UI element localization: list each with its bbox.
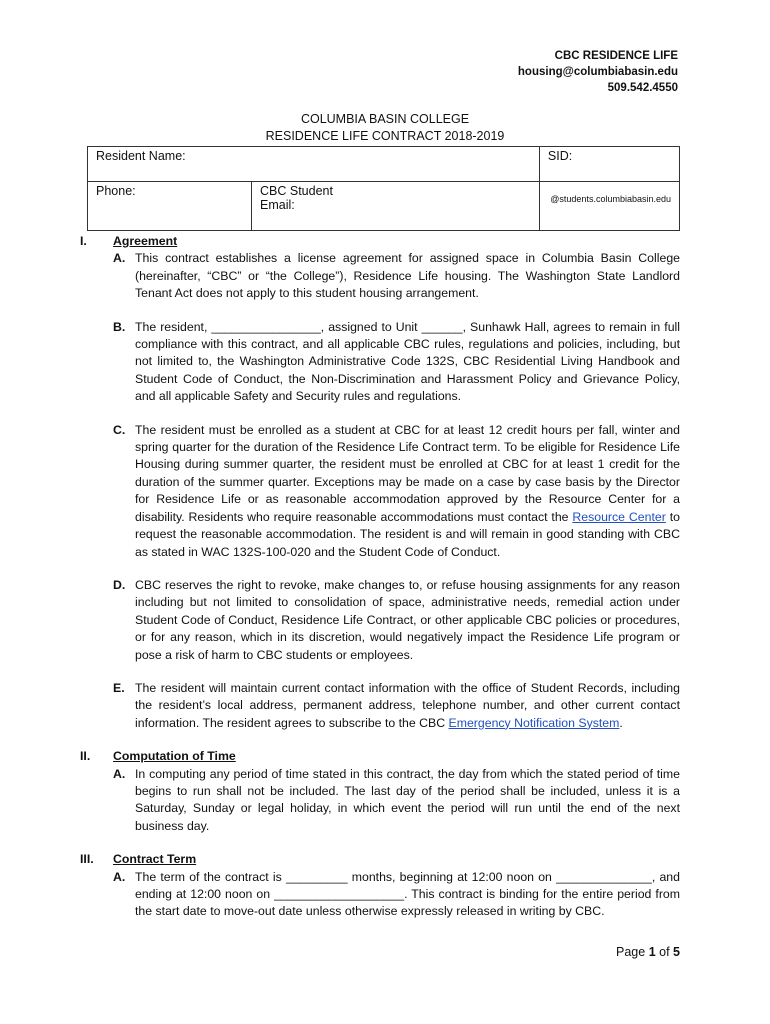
clause-text bbox=[135, 680, 680, 732]
contract-name: RESIDENCE LIFE CONTRACT 2018-2019 bbox=[265, 129, 505, 143]
page-number bbox=[616, 945, 680, 959]
clause-1b bbox=[113, 319, 680, 406]
college-name: COLUMBIA BASIN COLLEGE bbox=[300, 112, 470, 126]
total-pages: 5 bbox=[673, 945, 680, 959]
section-title: Computation of Time bbox=[113, 749, 236, 764]
section-number: III. bbox=[80, 852, 94, 867]
section-number: II. bbox=[80, 749, 91, 764]
phone-cell[interactable] bbox=[88, 182, 252, 231]
section-computation-of-time bbox=[80, 748, 680, 835]
section-heading bbox=[80, 851, 680, 868]
resident-name-cell[interactable] bbox=[88, 147, 540, 182]
email-cell[interactable] bbox=[539, 182, 679, 231]
clause-text bbox=[135, 422, 680, 561]
clause-3a bbox=[113, 869, 680, 921]
sid-cell[interactable] bbox=[539, 147, 679, 182]
clause-1e bbox=[113, 680, 680, 732]
clause-1a bbox=[113, 250, 680, 302]
current-page: 1 bbox=[648, 945, 656, 959]
emergency-notification-link[interactable]: Emergency Notification System bbox=[448, 715, 620, 730]
clause-2a bbox=[113, 766, 680, 836]
contact-phone: 509.542.4550 bbox=[607, 82, 678, 94]
clause-letter: A. bbox=[113, 251, 126, 266]
org-name: CBC RESIDENCE LIFE bbox=[554, 50, 678, 62]
resident-name-label: Resident Name: bbox=[96, 149, 186, 163]
resident-info-table bbox=[87, 146, 680, 231]
student-email-label-cell bbox=[252, 182, 540, 231]
clause-text: The term of the contract is _________ months, beginning at 12:00 noon on ______________, and ending at 12:00 noon on ___________________. This contract is binding for the entire period from the start date to move-out date unless otherwise expressly released in writing by CBC. bbox=[135, 869, 680, 919]
contact-email: housing@columbiabasin.edu bbox=[517, 66, 678, 78]
cbc-student-label: CBC Student bbox=[260, 184, 333, 198]
resource-center-link[interactable]: Resource Center bbox=[572, 509, 666, 524]
section-heading bbox=[80, 233, 680, 250]
section-number: I. bbox=[80, 234, 87, 248]
page-word: Page bbox=[616, 945, 646, 959]
clause-1c bbox=[113, 422, 680, 561]
clause-text: In computing any period of time stated in this contract, the day from which the stated period of time begins to run shall not be included. The last day of the period shall be included, unless it is a Saturday, Sunday or legal holiday, in which event the period will run until the end of the next business day. bbox=[135, 766, 680, 833]
phone-label: Phone: bbox=[96, 184, 136, 198]
section-title: Contract Term bbox=[113, 852, 197, 867]
clause-letter: B. bbox=[113, 319, 126, 334]
clause-text-part: The resident will maintain current contact information with the office of Student Records, including the resident’s local address, permanent address, telephone number, and other current contact information. The resident agrees to subscribe to the CBC bbox=[135, 680, 680, 730]
clause-letter: A. bbox=[113, 766, 126, 781]
clause-letter: D. bbox=[113, 577, 126, 592]
clause-letter: A. bbox=[113, 869, 126, 884]
document-title bbox=[0, 111, 770, 145]
clause-text: CBC reserves the right to revoke, make changes to, or refuse housing assignments for any reason including but not limited to consolidation of space, administrative needs, remedial action under Student Code of Conduct, Residence Life Contract, or other applicable CBC policies or procedures, or for any reason, which in its discretion, would negatively impact the Residence Life program or pose a risk of harm to CBC students or employees. bbox=[135, 577, 680, 662]
clause-letter: C. bbox=[113, 422, 126, 437]
section-contract-term bbox=[80, 851, 680, 921]
email-label: Email: bbox=[260, 198, 295, 212]
contract-body bbox=[80, 233, 680, 937]
section-title: Agreement bbox=[113, 234, 178, 248]
clause-text: This contract establishes a license agreement for assigned space in Columbia Basin College (hereinafter, “CBC” or “the College”), Residence Life housing. The Washington State Landlord Tenant Act does not apply to this student housing arrangement. bbox=[135, 251, 680, 301]
email-suffix: @students.columbiabasin.edu bbox=[550, 194, 671, 204]
sid-label: SID: bbox=[547, 149, 573, 163]
clause-text-part: to request the reasonable accommodation. The resident is and will remain in good standing with CBC as stated in WAC 132S-100-020 and the Student Code of Conduct. bbox=[135, 509, 680, 559]
section-agreement bbox=[80, 233, 680, 732]
clause-letter: E. bbox=[113, 680, 125, 695]
clause-1d bbox=[113, 577, 680, 664]
clause-text-part: . bbox=[619, 715, 623, 730]
of-word: of bbox=[659, 945, 670, 959]
clause-text-part: The resident must be enrolled as a student at CBC for at least 12 credit hours per fall, winter and spring quarter for the duration of the Residence Life Contract term. To be eligible for Residence Life Housing during summer quarter, the resident must be enrolled at CBC for at least 1 credit for the duration of the summer quarter. Exceptions may be made on a case by case basis by the Director for Residence Life or as reasonable accommodation approved by the Resource Center for a disability. Residents who require reasonable accommodations must contact the bbox=[135, 422, 680, 524]
letterhead bbox=[518, 48, 678, 96]
section-heading bbox=[80, 748, 680, 765]
clause-text: The resident, ________________, assigned to Unit ______, Sunhawk Hall, agrees to remain in full compliance with this contract, and all applicable CBC rules, regulations and policies, including, but not limited to, the Washington Administrative Code 132S, CBC Residential Living Handbook and Student Code of Conduct, the Non-Discrimination and Harassment Policy and Grievance Policy, and all applicable Safety and Security rules and regulations. bbox=[135, 319, 680, 404]
